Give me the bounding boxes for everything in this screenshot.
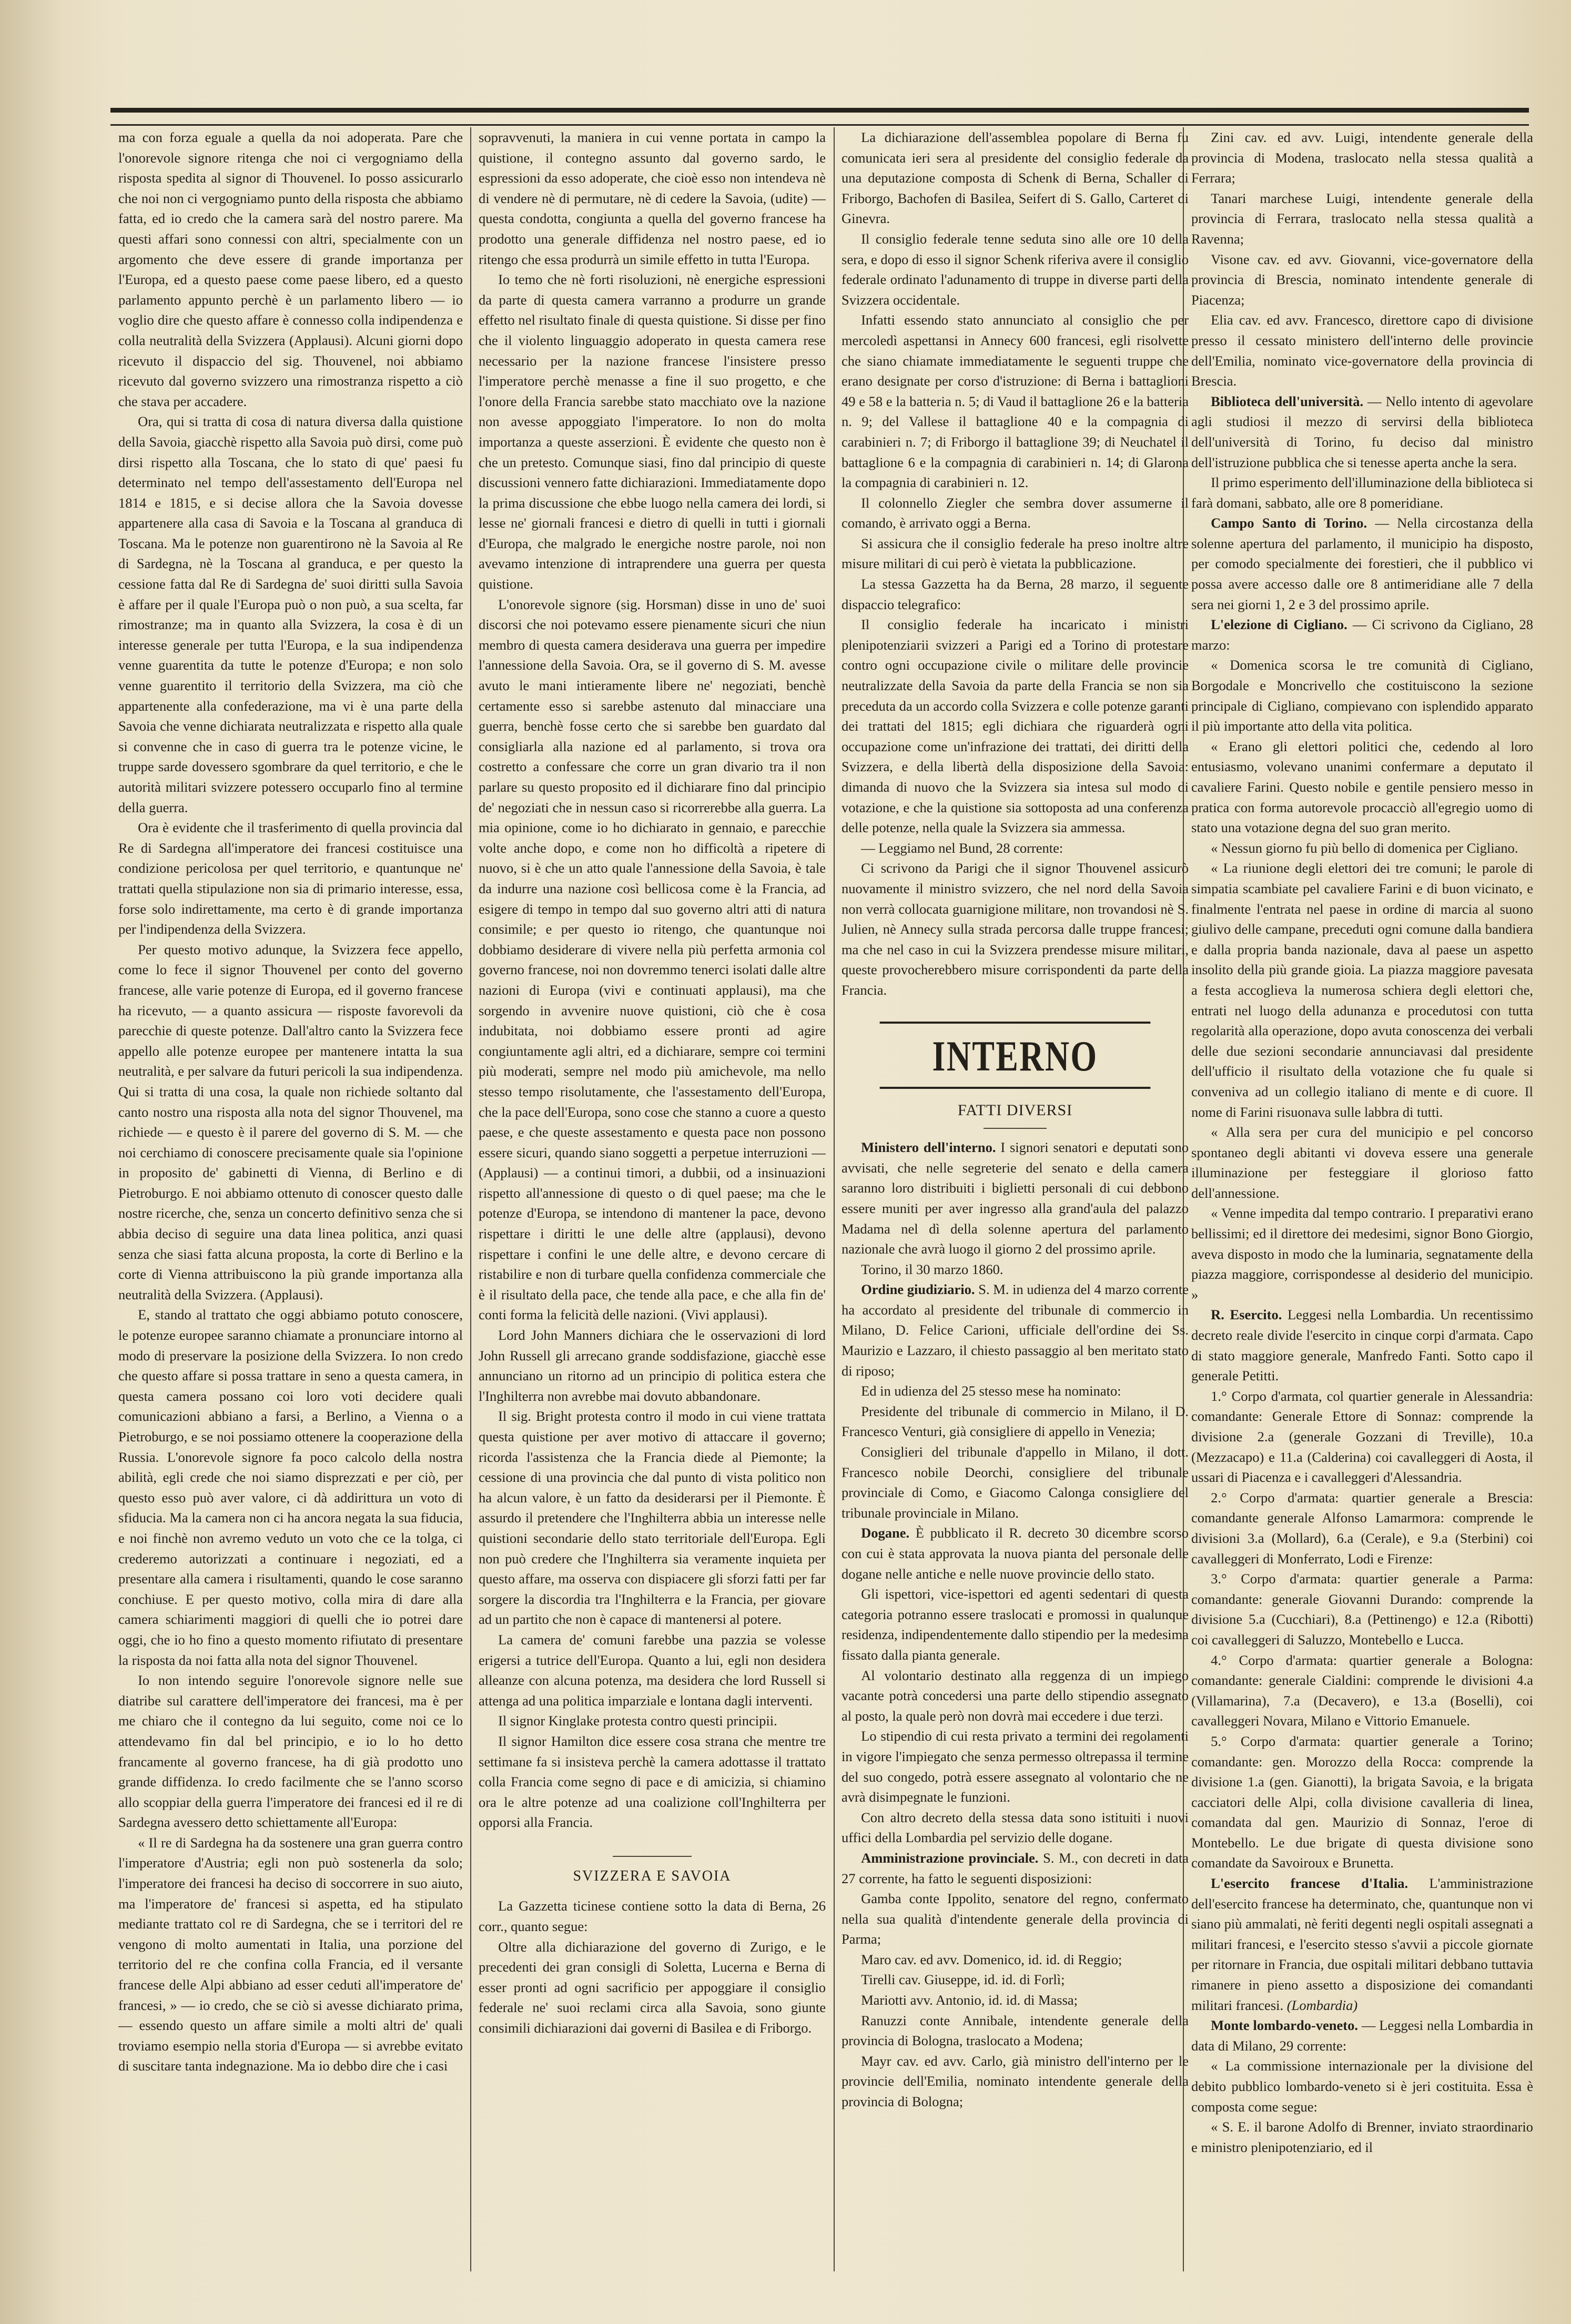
paragraph-body: Leggesi nella Lombardia. Un recentissimo decreto reale divide l'esercito in cinque corpi d'armata. Capo di stato maggiore generale, Manfredo Fanti. Sotto capo il generale Petitti.: [1191, 1307, 1533, 1384]
paragraph: Il primo esperimento dell'illuminazione della biblioteca si farà domani, sabbato, alle ore 8 pomeridiane.: [1191, 474, 1533, 511]
paragraph: 1.° Corpo d'armata, col quartier generale in Alessandria: comandante: Generale Ettore di Sonnaz: comprende la divisione 2.a (generale Gozzani di Treville), 10.a (Mezzacapo) e 11.a (Calderina) coi cavalleggeri di Aosta, il ussari di Piacenza e i cavalleggeri d'Alessandria.: [1191, 1388, 1533, 1486]
paragraph: Tirelli cav. Giuseppe, id. id. di Forlì;: [861, 1972, 1065, 1988]
paragraph: [1191, 1305, 1533, 1386]
paragraph: « Erano gli elettori politici che, cedendo al loro entusiasmo, volevano unanimi confermare a deputato il cavaliere Farini. Questo nobile e gentile pensiero messo in pratica con forma autorevole procacciò all'egregio uomo di stato una votazione degna del suo gran merito.: [1191, 738, 1533, 836]
paragraph: Per questo motivo adunque, la Svizzera fece appello, come lo fece il signor Thouvenel per conto del governo francese, alle varie potenze di Europa, ed il governo francese ha ricevuto, — a quanto assicura — risposte favorevoli da parecchie di queste potenze. Dall'altro canto la Svizzera fece appello alle potenze europee per mantenere intatta la sua neutralità, e per salvare da futuri pericoli la sua indipendenza. Qui si tratta di una cosa, la quale non richiede soltanto dal canto nostro una risposta alla nota del signor Thouvenel, ma richiede — e questo è il parere del governo di S. M. — che noi cerchiamo di conoscere precisamente quale sia l'opinione in proposito de' gabinetti di Vienna, di Berlino e di Pietroburgo. E noi abbiamo ottenuto di conoscer questo dalle nostre ricerche, che, senza un concerto definitivo senza che si abbia deciso di seguire una data linea politica, anzi quasi senza che siasi fatta alcuna proposta, la corte di Berlino e la corte di Vienna attribuiscono la più grande importanza alla neutralità della Svizzera. (Applausi).: [118, 941, 463, 1302]
paragraph: ma con forza eguale a quella da noi adoperata. Pare che l'onorevole signore ritenga che noi ci vergogniamo della risposta spedita al signor di Thouvenel. Io posso assicurarlo che noi non ci vergogniamo punto della risposta che abbiamo fatta, ed io credo che la camera sarà del nostro parere. Ma questi affari sono connessi con altri, specialmente con un argomento che deve essere di grande importanza per l'Europa, ed a questo paese come paese libero, ed a questo parlamento appunto perchè è un parlamento libero — io voglio dire che questo affare è connesso colla indipendenza e colla neutralità della Svizzera (Applausi). Alcuni giorni dopo ricevuto il dispaccio del sig. Thouvenel, noi abbiamo ricevuto dal governo svizzero una rimostranza rispetto a ciò che stava per accadere.: [118, 129, 463, 409]
lead-heading: Amministrazione provinciale.: [861, 1850, 1039, 1866]
paragraph: Infatti essendo stato annunciato al consiglio che per mercoledì aspettansi in Annecy 600 francesi, egli risolvette che siano chiamate immediatamente le seguenti truppe che erano designate per corso d'istruzione: di Berna i battaglioni 49 e 58 e la batteria n. 5; di Vaud il battaglione 26 e la batteria n. 9; del Vallese il battaglione 40 e la compagnia di carabinieri n. 7; di Friborgo il battaglione 39; di Neuchatel il battaglione 6 e la compagnia di carabinieri n. 14; di Glarona la compagnia di carabinieri n. 12.: [842, 312, 1189, 491]
paragraph-body: I signori senatori e deputati sono avvisati, che nelle segreterie del senato e della camera saranno loro distribuiti i biglietti personali di cui debbono essere muniti per aver ingresso alla grand'aula del palazzo Madama nel dì della solenne apertura del parlamento nazionale che avrà luogo il giorno 2 del prossimo aprile.: [842, 1139, 1189, 1257]
paragraph: Ranuzzi conte Annibale, intendente generale della provincia di Bologna, traslocato a Modena;: [842, 2012, 1189, 2049]
paragraph: Mayr cav. ed avv. Carlo, già ministro dell'interno per le provincie dell'Emilia, nominato intendente generale della provincia di Bologna;: [842, 2053, 1189, 2110]
paragraph-body: — Ci scrivono da Cigliano, 28 marzo:: [1191, 617, 1533, 653]
section-heading-interno: INTERNO: [880, 1022, 1151, 1089]
paragraph: [1191, 2015, 1533, 2056]
paragraph: E, stando al trattato che oggi abbiamo potuto conoscere, le potenze europee saranno chiamate a pronunciare intorno al modo di preservare la posizione della Svizzera. Io non credo che questo affare si possa trattare in seno a questa camera, in questa camera possano coi loro voti decidere quali comunicazioni abbiano a farsi, a Berlino, a Vienna o a Pietroburgo, e se noi possiamo ottenere la cooperazione della Russia. L'onorevole signore fa poco calcolo della nostra abilità, egli crede che noi siamo disprezzati e per ciò, per questo esso può aver valore, ci dà addirittura un voto di sfiducia. Ma la camera non ci ha ancora negata la sua fiducia, e noi finchè non avremo veduto un voto che ce la tolga, ci crederemo autorizzati a continuare i negoziati, ed a presentare alla camera i risultamenti, quando le cose saranno conchiuse. E per questo motivo, colla mira di dare alla camera schiarimenti maggiori di quelli che io potrei dare oggi, che io ho fino a questo momento rifiutato di presentare la risposta da noi fatta alla nota del signor Thouvenel.: [118, 1307, 463, 1668]
lead-heading: Ministero dell'interno.: [861, 1139, 996, 1156]
lead-heading: Monte lombardo-veneto.: [1211, 2017, 1358, 2034]
paragraph: Maro cav. ed avv. Domenico, id. id. di Reggio;: [861, 1951, 1122, 1967]
paragraph: Il consiglio federale tenne seduta sino alle ore 10 della sera, e dopo di esso il signor Schenk riferiva avere il consiglio federale ordinato l'adunamento di truppe in diverse parti della Svizzera occidentale.: [842, 230, 1189, 308]
page-fold-shadow: [0, 0, 63, 2324]
paragraph: « Venne impedita dal tempo contrario. I preparativi erano bellissimi; ed il direttore dei medesimi, signor Bono Giorgio, aveva disposto in modo che la luminaria, segnatamente della piazza maggiore, corrispondesse al desiderio del municipio. »: [1191, 1205, 1533, 1302]
lead-heading: L'elezione di Cigliano.: [1211, 617, 1347, 633]
paragraph: Ed in udienza del 25 stesso mese ha nominato:: [861, 1383, 1121, 1399]
paragraph-body: È pubblicato il R. decreto 30 dicembre scorso con cui è stata approvata la nuova pianta del personale delle dogane nelle antiche e nelle nuove provincie dello stato.: [842, 1525, 1189, 1582]
paragraph: [842, 1523, 1189, 1584]
paragraph: Io non intendo seguire l'onorevole signore nelle sue diatribe sul carattere dell'imperatore dei francesi, ma è per me chiaro che il contegno da lui seguito, come noi ce lo attendevamo fin dal bel principio, e io lo ho detto francamente al governo francese, ha di già prodotto uno grande diffidenza. Io credo facilmente che se l'anno scorso allo scoppiar della guerra l'imperatore dei francesi ed il re di Sardegna avessero detto schiettamente all'Europa:: [118, 1672, 463, 1831]
section-heading-svizzera-savoia: SVIZZERA E SAVOIA: [479, 1856, 826, 1887]
paragraph: « Nessun giorno fu più bello di domenica per Cigliano.: [1211, 840, 1518, 856]
paragraph: Tanari marchese Luigi, intendente generale della provincia di Ferrara, traslocato nella stessa qualità a Ravenna;: [1191, 190, 1533, 247]
paragraph: Mariotti avv. Antonio, id. id. di Massa;: [861, 1992, 1078, 2008]
paragraph: Visone cav. ed avv. Giovanni, vice-governatore della provincia di Brescia, nominato intendente generale di Piacenza;: [1191, 251, 1533, 308]
paragraph-body: — Nello intento di agevolare agli studiosi il mezzo di servirsi della biblioteca dell'università di Torino, fu deciso dal ministro dell'istruzione pubblica che si tenesse aperta anche la sera.: [1191, 393, 1533, 470]
paragraph-body: S. M. in udienza del 4 marzo corrente ha accordato al presidente del tribunale di commercio in Milano, D. Felice Carioni, ufficiale dell'ordine dei Ss. Maurizio e Lazzaro, il chiesto passaggio al ben meritato stato di riposo;: [842, 1281, 1189, 1379]
paragraph: [1191, 614, 1533, 655]
column-divider: [834, 127, 835, 2271]
paragraph: Oltre alla dichiarazione del governo di Zurigo, e le precedenti dei gran consigli di Soletta, Lucerna e Berna di esser pronti ad ogni sacrificio per appoggiare il consiglio federale ne' suoi reclami circa alla Savoia, sono giunte consimili dichiarazioni dai governi di Basilea e di Friborgo.: [479, 1938, 826, 2036]
lead-heading: L'esercito francese d'Italia.: [1211, 1875, 1408, 1892]
paragraph: [842, 1279, 1189, 1381]
paragraph: Io temo che nè forti risoluzioni, nè energiche espressioni da parte di questa camera varranno a produrre un grande effetto nel risultato finale di questa quistione. Si disse per fino che il violento linguaggio adoperato in questa camera rese necessario per la nazione francese l'insistere presso l'imperatore perchè menasse a fine il suo progetto, e che l'onore della Francia sarebbe stato macchiato ove la nazione non avesse appoggiato l'imperatore. Io non do molta importanza a queste asserzioni. È evidente che questo non è che un pretesto. Comunque siasi, fino dal principio di queste discussioni vennero fatte dichiarazioni. Immediatamente dopo la prima discussione che ebbe luogo nella camera dei lordi, si lesse ne' giornali francesi e dietro di quelli in tutti i giornali d'Europa, che malgrado le energiche nostre parole, noi non avevamo intenzione di intraprendere una guerra per questa quistione.: [479, 271, 826, 592]
column-divider: [470, 127, 471, 2271]
paragraph: — Leggiamo nel Bund, 28 corrente:: [861, 840, 1063, 856]
column-2: [479, 127, 826, 2271]
paragraph: [1191, 513, 1533, 614]
paragraph: [842, 1848, 1189, 1888]
paragraph: La dichiarazione dell'assemblea popolare di Berna fu comunicata ieri sera al presidente del consiglio federale da una deputazione composta di Schenk di Berna, Schaller di Friborgo, Bachofen di Basilea, Seifert di S. Gallo, Carteret di Ginevra.: [842, 129, 1189, 227]
paragraph: Il sig. Bright protesta contro il modo in cui viene trattata questa quistione per aver motivo di attaccare il governo; ricorda l'assistenza che la Francia diede al Piemonte; la cessione di una provincia che dal punto di vista politico non ha alcun valore, è un fatto da desiderarsi per il Piemonte. È assurdo il pretendere che l'Inghilterra abbia un interesse nelle quistioni secondarie dello stato territoriale dell'Europa. Egli non può credere che l'Inghilterra sia veramente inquieta per questo affare, ma osserva con dispiacere gli sforzi fatti per far sorgere la discordia tra l'Inghilterra e la Francia, per giovare ad un partito che non è capace di mantenersi al potere.: [479, 1408, 826, 1628]
paragraph: Il signor Hamilton dice essere cosa strana che mentre tre settimane fa si insisteva perchè la camera adottasse il trattato colla Francia come segno di pace e di amicizia, si chiamino ora le altre potenze ad una coalizione coll'Inghilterra per opporsi alla Francia.: [479, 1733, 826, 1831]
paragraph: sopravvenuti, la maniera in cui venne portata in campo la quistione, il contegno assunto dal governo sardo, le espressioni da esso adoperate, che cioè esso non intendeva nè di vendere nè di permutare, nè di cedere la Savoia, (udite) — questa condotta, congiunta a quella del governo francese ha prodotto una generale diffidenza nel nostro paese, ed io ritengo che essa produrrà un simile effetto in tutta l'Europa.: [479, 129, 826, 267]
paragraph: Ci scrivono da Parigi che il signor Thouvenel assicurò nuovamente il ministro svizzero, che nel nord della Savoia non verrà collocata guarnigione militare, non trovandosi nè S. Julien, nè Annecy sulla strada percorsa dalle truppe francesi; ma che nel caso in cui la Svizzera prendesse misure militari, queste provocherebbero misure corrispondenti da parte della Francia.: [842, 860, 1189, 998]
paragraph: [842, 1137, 1189, 1259]
paragraph: Elia cav. ed avv. Francesco, direttore capo di divisione presso il cessato ministero dell'interno delle provincie dell'Emilia, nominato vice-governatore della provincia di Brescia.: [1191, 312, 1533, 389]
paragraph: Lo stipendio di cui resta privato a termini dei regolamenti in vigore l'impiegato che senza permesso oltrepassa il termine del suo congedo, potrà essere assegnato al volontario che ne avrà disimpegnate le funzioni.: [842, 1728, 1189, 1805]
dateline: Torino, il 30 marzo 1860.: [861, 1261, 1004, 1277]
paragraph: Gli ispettori, vice-ispettori ed agenti sedentari di questa categoria potranno essere traslocati e promossi in qualunque residenza, indipendentemente dallo stipendio per la medesima fissato dalla pianta generale.: [842, 1586, 1189, 1663]
paragraph: « Il re di Sardegna ha da sostenere una gran guerra contro l'imperatore d'Austria; egli non può sostenerla da solo; l'imperatore dei francesi ha deciso di soccorrere in suo aiuto, ma l'imperatore de' francesi si aspetta, ed ha stipulato mediante trattato col re di Sardegna, che se i territori del re vengono di molto aumentati in Italia, una porzione del territorio del re che confina colla Francia, ed il versante francese delle Alpi abbiano ad esser ceduti all'imperatore de' francesi, » — io credo, che se ciò si avesse dichiarato prima, — essendo questo un affare simile a molti altri de' quali troviamo esempio nella storia d'Europa — si avrebbe evitato di suscitare tanta indegnazione. Ma io debbo dire che i casi: [118, 1834, 463, 2074]
paragraph: [1191, 1873, 1533, 2015]
paragraph: 5.° Corpo d'armata: quartier generale a Torino; comandante: gen. Morozzo della Rocca: comprende la divisione 1.a (gen. Gianotti), la brigata Savoia, e la brigata cacciatori delle Alpi, colla divisione cavalleria di linea, comandata dal gen. Maurizio di Sonnaz, l'eroe di Montebello. Le due brigate di questa divisione sono comandate da Savoiroux e Brunetta.: [1191, 1733, 1533, 1871]
lead-heading: R. Esercito.: [1211, 1307, 1282, 1323]
paragraph: « S. E. il barone Adolfo di Brenner, inviato straordinario e ministro plenipotenziario, ed il: [1191, 2119, 1533, 2155]
paragraph: 2.° Corpo d'armata: quartier generale a Brescia: comandante generale Alfonso Lamarmora: comprende le divisioni 3.a (Mollard), 6.a (Cerale), e 9.a (Sterbini) coi cavalleggeri di Monferrato, Lodi e Firenze:: [1191, 1489, 1533, 1567]
paragraph: [1191, 391, 1533, 472]
lead-heading: Dogane.: [861, 1525, 910, 1541]
paragraph: « La riunione degli elettori dei tre comuni; le parole di simpatia scambiate pel cavaliere Farini e di buon vicinato, e finalmente l'entrata nel paese in ordine di marcia al suono giulivo delle campane, preceduti ogni comune dalla bandiera e dalla propria banda nazionale, dava al paese un aspetto insolito della più grande gioia. La piazza maggiore pavesata a festa accoglieva la numerosa schiera degli elettori che, entrati nel luogo della adunanza e procedutosi con tutta regolarità alla operazione, dopo avuta conoscenza dei verbali delle due sezioni secondarie annunciavasi dal presidente dell'ufficio il risultato della votazione che fu quale si conveniva ad un collegio italiano di mente e di cuore. Il nome di Farini risuonava sulle labbra di tutti.: [1191, 860, 1533, 1120]
paragraph: La Gazzetta ticinese contiene sotto la data di Berna, 26 corr., quanto segue:: [479, 1898, 826, 1935]
paragraph: Gamba conte Ippolito, senatore del regno, confermato nella sua qualità d'intendente generale della provincia di Parma;: [842, 1891, 1189, 1947]
paragraph: Il signor Kinglake protesta contro questi principii.: [498, 1713, 777, 1729]
paragraph: La stessa Gazzetta ha da Berna, 28 marzo, il seguente dispaccio telegrafico:: [842, 576, 1189, 612]
paragraph-body: L'amministrazione dell'esercito francese ha determinato, che, quantunque non vi siano più ammalati, nè feriti degenti negli ospitali assegnati a militari francesi, e l'esercito stesso s'avvii a piccole giornate per ritornare in Francia, due ospitali militari debbano tuttavia rimanere in pieno assetto a disposizione dei comandanti militari francesi.: [1191, 1875, 1533, 2013]
source-note: (Lombardia): [1286, 1997, 1358, 2013]
paragraph: « La commissione internazionale per la divisione del debito pubblico lombardo-veneto si è jeri costituita. Essa è composta come segue:: [1191, 2058, 1533, 2115]
paragraph: L'onorevole signore (sig. Horsman) disse in uno de' suoi discorsi che noi potevamo essere pienamente sicuri che niun membro di questa camera desiderava una guerra per impedire l'annessione della Savoia. Ora, se il governo di S. M. avesse avuto le mani intieramente libere ne' negoziati, benchè certamente esso si sarebbe astenuto dal minacciare una guerra, benchè fosse certo che si sarebbe ben guardato dal consigliarla alla nazione ed al parlamento, si trova ora costretto a confessare che corre un gran divario tra il non parlare su questo proposito ed il dichiarare fino dal principio de' negoziati che in nessun caso si ricorrerebbe alla guerra. La mia opinione, come io ho dichiarato in gennaio, e parecchie volte anche dopo, e come non ho difficoltà a ripetere di nuovo, si è che un atto quale l'annessione della Savoia, è tale da indurre una nazione così bellicosa come è la Francia, ad esigere di tempo in tempo dal suo governo altri atti di natura consimile; e per questo io ritengo, che quantunque noi dobbiamo desiderare di vivere nella più perfetta armonia col governo francese, noi non dovremmo tenerci isolati dalle altre nazioni di Europa (vivi e continuati applausi), ma che sorgendo in avvenire nuove quistioni, ciò che è cosa indubitata, noi dobbiamo essere pronti ad agire congiuntamente agli altri, ed a dichiarare, sempre coi termini più moderati, sempre nel modo più amichevole, ma nello stesso tempo risolutamente, che l'assestamento dell'Europa, che la pace dell'Europa, sono cose che stanno a cuore a questo paese, e che queste assestamento e questa pace non possono essere sicuri, quando siano soggetti a perpetue interruzioni — (Applausi) — a continui timori, a dubbii, od a insinuazioni rispetto all'annessione di questo o di quel paese; ma che le potenze d'Europa, se intendono di mantener la pace, devono rispettare i diritti le une delle altre (applausi), devono rispettare i confini le une delle altre, e devono cercare di ristabilire e non di turbare quella confidenza commerciale che è il risultato della pace, che tende alla pace, e che alla fin de' conti forma la felicità delle nazioni. (Vivi applausi).: [479, 596, 826, 1323]
lead-heading: Ordine giudiziario.: [861, 1281, 975, 1298]
subheading-fatti-diversi: FATTI DIVERSI: [842, 1100, 1189, 1129]
paragraph: Il colonnello Ziegler che sembra dover assumerne il comando, è arrivato oggi a Berna.: [842, 494, 1189, 531]
paragraph: Ora, qui si tratta di cosa di natura diversa dalla quistione della Savoia, giacchè rispetto alla Savoia può dirsi, come può dirsi rispetto alla Toscana, che lo stato di que' paesi fu determinato nel tempo dell'assestamento dell'Europa nel 1814 e 1815, e si decise allora che la Savoia dovesse appartenere alla casa di Savoia e la Toscana al granduca di Toscana. Ma le potenze non guarentirono nè la Savoia al Re di Sardegna, nè la Toscana al granduca, e per questo la cessione fatta dal Re di Sardegna de' suoi diritti sulla Savoia è affare per il quale l'Europa può o non può, a sua scelta, far rimostranze; ma in quanto alla Svizzera, la cosa è di un interesse generale per tutta l'Europa, e la sua indipendenza venne guarentita da tutte le potenze d'Europa; e non solo venne guarentito il territorio della Svizzera, ma ciò che appartenente alla confederazione, ma vi è una parte della Savoia che venne dichiarata neutralizzata e rispetto alla quale si convenne che in caso di guerra tra le potenze vicine, le truppe sarde dovessero sgombrare da quel territorio, e che le autorità militari svizzere potessero occuparlo fino al termine della guerra.: [118, 413, 463, 815]
paragraph-body: — Leggesi nella Lombardia in data di Milano, 29 corrente:: [1191, 2017, 1533, 2054]
column-4: [1191, 127, 1533, 2271]
header-rule: [110, 108, 1529, 126]
paragraph: 3.° Corpo d'armata: quartier generale a Parma: comandante: generale Giovanni Durando: comprende la divisione 5.a (Cucchiari), 8.a (Pettinengo) e 12.a (Ribotti) coi cavalleggeri di Saluzzo, Montebello e Lucca.: [1191, 1571, 1533, 1648]
paragraph: Lord John Manners dichiara che le osservazioni di lord John Russell gli arrecano grande soddisfazione, giacchè esse annunciano un ritorno ad un principio di politica estera che l'Inghilterra non avrebbe mai dovuto abbandonare.: [479, 1327, 826, 1404]
paragraph: La camera de' comuni farebbe una pazzia se volesse erigersi a tutrice dell'Europa. Quanto a lui, egli non desidera alleanze con alcuna potenza, ma desidera che lord Russell si attenga ad una politica imparziale e lontana dagli interventi.: [479, 1631, 826, 1709]
paragraph: Zini cav. ed avv. Luigi, intendente generale della provincia di Modena, traslocato nella stessa qualità a Ferrara;: [1191, 129, 1533, 186]
column-1: [118, 127, 463, 2271]
paragraph: « Domenica scorsa le tre comunità di Cigliano, Borgodale e Moncrivello che costituiscono la sezione principale di Cigliano, compievano con isplendido apparato il più importante atto della vita politica.: [1191, 657, 1533, 734]
lead-heading: Campo Santo di Torino.: [1211, 515, 1367, 531]
paragraph: Presidente del tribunale di commercio in Milano, il D. Francesco Venturi, già consigliere di appello in Venezia;: [842, 1403, 1189, 1440]
paragraph: 4.° Corpo d'armata: quartier generale a Bologna: comandante: generale Cialdini: comprende le divisioni 4.a (Villamarina), 7.a (Decavero), e 13.a (Boselli), coi cavalleggeri Novara, Milano e Vittorio Emanuele.: [1191, 1652, 1533, 1729]
lead-heading: Biblioteca dell'università.: [1211, 393, 1364, 409]
column-3: [842, 127, 1189, 2271]
paragraph: Ora è evidente che il trasferimento di quella provincia dal Re di Sardegna all'imperatore dei francesi costituisce una condizione pericolosa per quel territorio, e quantunque ne' trattati quella stipulazione non sia di primario interesse, essa, forse solo indirettamente, ma certo è di grande importanza per l'indipendenza della Svizzera.: [118, 820, 463, 937]
paragraph: Con altro decreto della stessa data sono istituiti i nuovi uffici della Lombardia pel servizio delle dogane.: [842, 1809, 1189, 1846]
paragraph: « Alla sera per cura del municipio e pel concorso spontaneo degli abitanti vi doveva essere una generale illuminazione per festeggiare il glorioso fatto dell'annessione.: [1191, 1124, 1533, 1201]
paragraph: Al volontario destinato alla reggenza di un impiego vacante potrà concedersi una parte dello stipendio assegnato al posto, la quale però non dovrà mai eccedere i due terzi.: [842, 1667, 1189, 1724]
paragraph: Il consiglio federale ha incaricato i ministri plenipotenziarii svizzeri a Parigi ed a Torino di protestare contro ogni occupazione civile o militare delle provincie neutralizzate della Savoia da parte della Francia se non sia preceduta da un accordo colla Svizzera e colle potenze garanti dei trattati del 1815; egli dichiara che riguarderà ogni occupazione come un'infrazione dei trattati, dei diritti della Svizzera, e della libertà della disposizione della Savoia: dimanda di nuovo che la Svizzera sia intesa sul modo di votazione, e che la quistione sia sottoposta ad una conferenza delle potenze, nella quale la Svizzera sia ammessa.: [842, 617, 1189, 836]
paragraph: Consiglieri del tribunale d'appello in Milano, il dott. Francesco nobile Deorchi, consigliere del tribunale provinciale di Como, e Giacomo Calonga consigliere del tribunale provinciale in Milano.: [842, 1444, 1189, 1521]
paragraph-body: S. M., con decreti in data 27 corrente, ha fatto le seguenti disposizioni:: [842, 1850, 1189, 1886]
paragraph: Si assicura che il consiglio federale ha preso inoltre altre misure militari di cui però è vietata la pubblicazione.: [842, 535, 1189, 572]
paragraph-body: — Nella circostanza della solenne apertura del parlamento, il municipio ha disposto, per comodo specialmente dei forestieri, che il pubblico vi possa avere accesso dalle ore 8 antimeridiane alle 7 della sera nei giorni 1, 2 e 3 del prossimo aprile.: [1191, 515, 1533, 612]
